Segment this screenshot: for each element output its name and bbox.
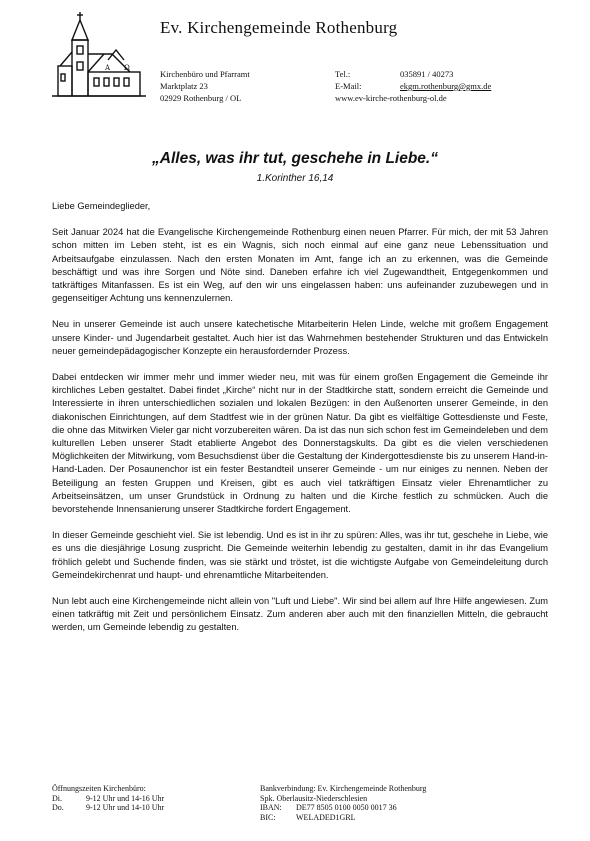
paragraph: Nun lebt auch eine Kirchengemeinde nicht allein von "Luft und Liebe". Wir sind bei allem auf Ihre Hilfe angewiesen. Zum einen tatkräftig mit Zeit und persönlichem Einsatz. Zum anderen aber auch mit den finanziellen Mitteln, die gebraucht werden, um Gemeinde lebendig zu gestalten. <box>52 596 548 633</box>
hours-day: Di. <box>52 793 62 803</box>
paragraph: Neu in unserer Gemeinde ist auch unsere katechetische Mitarbeiterin Helen Linde, welche mit großem Engagement unsere Kinder- und Jugendarbeit gestaltet. Auch hier ist das Wahrnehmen bestehender Strukturen und das Entwickeln neuer gemeindepädagogischer Konzepte ein herausfordernder Prozess. <box>52 319 548 356</box>
contact-labels <box>335 68 361 92</box>
hours-title: Öffnungszeiten Kirchenbüro: <box>52 784 146 793</box>
iban-value: DE77 8505 0100 0050 0017 36 <box>296 803 397 813</box>
paragraph: In dieser Gemeinde geschieht viel. Sie ist lebendig. Und es ist in ihr zu spüren: Alles, was ihr tut, geschehe in Liebe, wie es uns die diesjährige Losung zuspricht. Die Gemeinde weiterhin lebendig zu gestalten, damit in ihr das Evangelium fröhlich gelebt und Suchende finden, was sie stärkt und tröstet, ist die wichtigste Aufgabe von Gemeindeleitung durch Gemeindekirchenrat und haupt- und ehrenamtliche Mitarbeitenden. <box>52 530 548 580</box>
bic-row <box>260 813 426 823</box>
email-link[interactable]: ekgm.rothenburg@gmx.de <box>400 81 492 91</box>
office-line: 02929 Rothenburg / OL <box>160 93 242 103</box>
bank-title: Bankverbindung: Ev. Kirchengemeinde Rothenburg <box>260 784 427 793</box>
hours-time: 9-12 Uhr und 14-10 Uhr <box>86 803 165 813</box>
tel-label: Tel.: <box>335 69 351 79</box>
hours-time: 9-12 Uhr und 14-16 Uhr <box>86 793 165 803</box>
tel-value: 035891 / 40273 <box>400 69 454 79</box>
hours-row <box>52 794 164 804</box>
salutation: Liebe Gemeindeglieder, <box>52 201 151 211</box>
bible-reference: 1.Korinther 16,14 <box>256 173 334 184</box>
church-logo-icon <box>50 10 150 102</box>
opening-hours <box>52 784 164 813</box>
bic-value: WELADED1GRL <box>296 812 356 822</box>
bank-details <box>260 784 426 822</box>
hours-row <box>52 803 164 813</box>
office-line: Marktplatz 23 <box>160 81 208 91</box>
hours-day: Do. <box>52 803 64 813</box>
organization-name: Ev. Kirchengemeinde Rothenburg <box>160 18 398 37</box>
office-address <box>160 68 250 104</box>
email-label: E-Mail: <box>335 81 362 91</box>
paragraph: Dabei entdecken wir immer mehr und immer wieder neu, mit was für einem großen Engagement die Gemeinde ihr kirchliches Leben gestaltet. Dabei findet „Kirche“ nicht nur in der Stadtkirche statt, sondern erreicht die Gemeinde und Interessierte in ihren unterschiedlichen sozialen und lokalen Bezügen: in den Außenorten unserer Gemeinde, in den diakonischen Einrichtungen, auf dem Stadtfest wie in der grünen Natur. Da gibt es vielfältige Gottesdienste und Feste, die ohne das Mitwirken Vieler gar nicht vorzubereiten wären. Da ist das nun sich schon fest im Gemeindeleben und dem kulturellen Leben unserer Stadt etablierte Angebot des Donnerstagskults. Da gibt es die vielen verschiedenen Möglichkeiten der Mitwirkung, vom Besuchsdienst über die Gestaltung der Kindergottesdienste bis zu unserem Hand-in-Hand-Laden. Der Posaunenchor ist ein fester Bestandteil unserer Gemeinde - um nur einiges zu nennen. Neben der Beteiligung an festen Gruppen und Kreisen, gibt es auch viel tatkräftigen Einsatz vieler Ehrenamtlicher zu Arbeitseinsätzen, um unser Grundstück in Ordnung zu halten und die Kirche festlich zu schmücken. Auch die bevorstehende Innensanierung unserer Stadtkirche fordert Engagement. <box>52 372 548 515</box>
letter-body <box>52 200 548 648</box>
paragraph: Seit Januar 2024 hat die Evangelische Kirchengemeinde Rothenburg einen neuen Pfarrer. Für mich, der mit 53 Jahren schon mitten im Leben steht, ist es ein Wagnis, sich noch einmal auf eine ganz neue Lebenssituation und Arbeitsaufgabe einzulassen. Nach den ersten Monaten im Amt, fange ich an zu erkennen, was die Gemeinde beschäftigt und was ihre Sorgen und Nöte sind. Daneben erfahre ich viel Zugewandtheit, Entgegenkommen und tatkräftiges Mitanfassen. Es ist ein Weg, auf den wir uns eingelassen haben: uns aufeinander zuzubewegen und in gegenseitiger Achtung uns kennenzulernen. <box>52 227 548 304</box>
iban-label: IBAN: <box>260 803 282 813</box>
svg-text:Ω: Ω <box>124 64 130 72</box>
svg-text:A: A <box>105 64 111 72</box>
bank-name: Spk. Oberlausitz-Niederschlesien <box>260 793 368 803</box>
website-link[interactable]: www.ev-kirche-rothenburg-ol.de <box>335 93 447 103</box>
office-line: Kirchenbüro und Pfarramt <box>160 69 250 79</box>
bic-label: BIC: <box>260 812 276 822</box>
iban-row <box>260 803 426 813</box>
motto-quote: „Alles, was ihr tut, geschehe in Liebe.“ <box>152 150 438 167</box>
